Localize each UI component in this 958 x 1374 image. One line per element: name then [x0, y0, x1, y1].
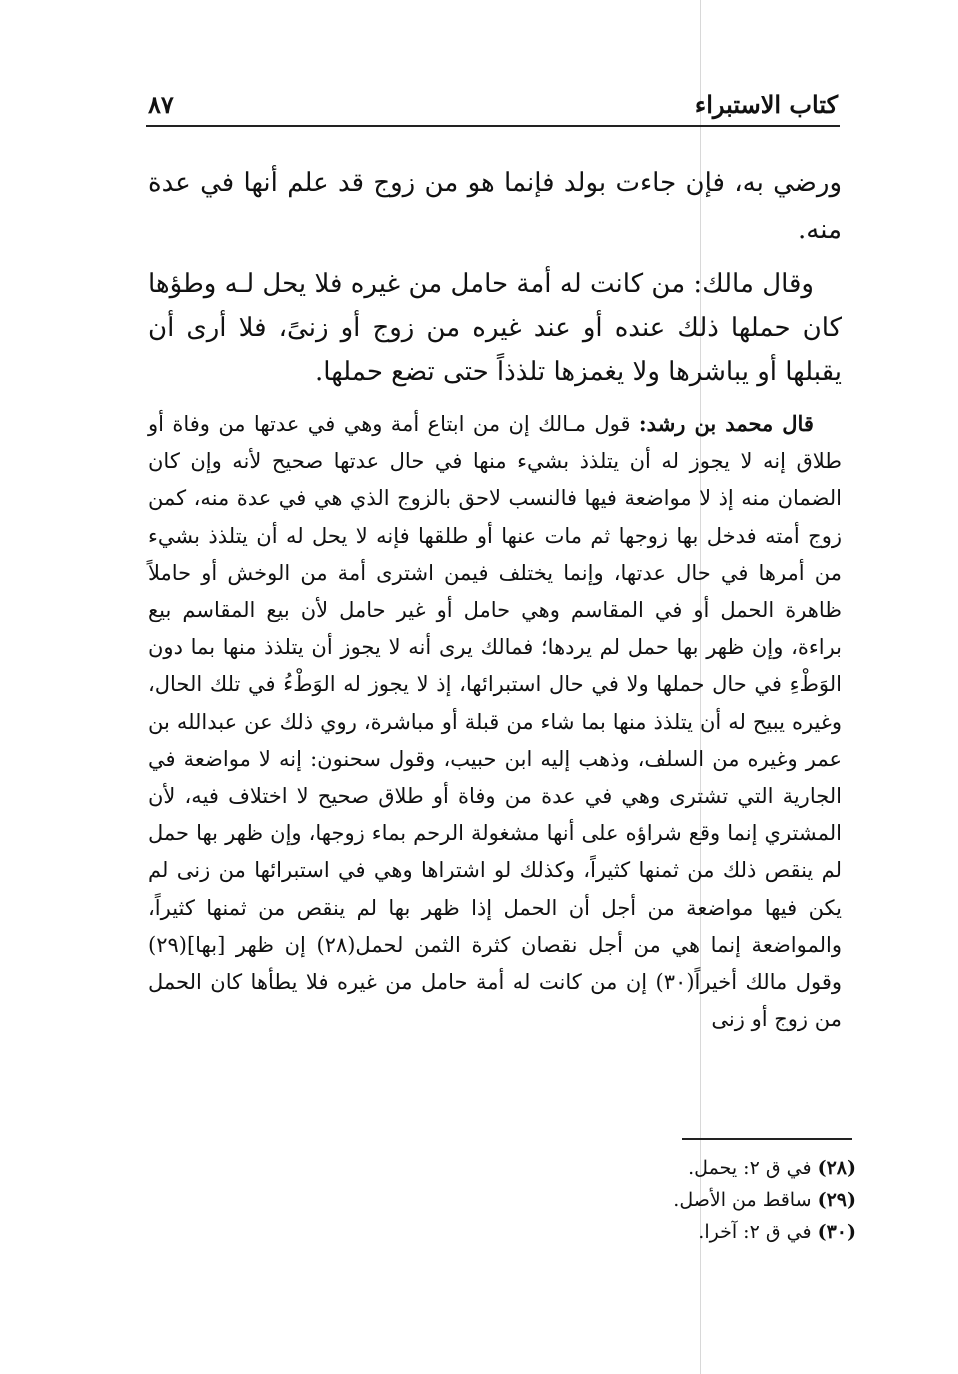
paragraph-3-text: قول مـالك إن من ابتاع أمة وهي في عدتها من وفاة أو طلاق إنه لا يجوز له أن يتلذذ بشيء منها في حال عدتها صحيح لأنه وإن كان الضمان منه إذ لا مواضعة فيها فالنسب لاحق بالزوج الذي هي في عدة منه، كمن زوج أمته فدخل بها زوجها ثم مات عنها أو طلقها فإنه لا يحل له أن يتلذذ بشيء من أمرها في حال عدتها، وإنما يختلف فيمن اشترى أمة من الوخش أو حاملاً ظاهرة الحمل أو في المقاسم وهي حامل أو غير حامل لأن بيع المقاسم بيع براءة، وإن ظهر بها حمل لم يردها؛ فمالك يرى أنه لا يجوز أن يتلذذ منها بما دون الوَطْءِ في حال حملها ولا في حال استبرائها، إذ لا يجوز له الوَطْءُ في تلك الحال، وغيره يبيح له أن يتلذذ منها بما شاء من قبلة أو مباشرة، روي ذلك عن عبدالله بن عمر وغيره من السلف، وذهب إليه ابن حبيب، وقول سحنون: إنه لا مواضعة في الجارية التي تشترى وهي في عدة من وفاة أو طلاق صحيح لا اختلاف فيه، لأن المشتري إنما وقع شراؤه على أنها مشغولة الرحم بماء زوجها، وإن ظهر بها حمل لم ينقص ذلك من ثمنها كثيراً، وكذلك لو اشتراها وهي في استبرائها من زنى لم يكن فيها مواضعة من أجل أن الحمل إذا ظهر بها لم ينقص من ثمنها كثيراً، والمواضعة إنما هي من أجل نقصان كثرة الثمن لحمل(٢٨) إن ظهر [بها](٢٩) وقول مالك أخيراً(٣٠) إن من كانت له أمة حامل من غيره فلا يطأها كان الحمل من زوج أو زنى	[148, 412, 843, 1032]
footnote-29	[500, 1184, 856, 1216]
footnote-number: (٢٩)	[817, 1189, 856, 1211]
paragraph-1-text: ورضي به، فإن جاءت بولد فإنما هو من زوج قد علم أنها في عدة منه.	[148, 168, 842, 245]
running-header	[148, 88, 838, 124]
commentary-lead: قال محمد بن رشد:	[638, 411, 814, 436]
footnote-28	[500, 1152, 856, 1184]
footnotes	[500, 1152, 856, 1248]
footnote-number: (٣٠)	[817, 1221, 856, 1243]
header-rule	[146, 125, 840, 127]
paragraph-3	[148, 405, 842, 1038]
paragraph-2-text: وقال مالك: من كانت له أمة حامل من غيره فلا يحل لـه وطؤها كان حملها ذلك عنده أو عند غيره من زوج أو زنىً، فلا أرى أن يقبلها أو يباشرها ولا يغمزها تلذذاً حتى تضع حملها.	[148, 269, 842, 387]
page-number: ٨٧	[148, 90, 174, 119]
footnote-number: (٢٨)	[817, 1157, 856, 1179]
footnote-30	[500, 1216, 856, 1248]
paragraph-2	[148, 262, 842, 394]
footnote-text: ساقط من الأصل.	[673, 1189, 812, 1211]
chapter-title: كتاب الاستبراء	[694, 90, 838, 119]
footnote-text: في ق ٢: آخرا.	[698, 1221, 812, 1243]
footnote-text: في ق ٢: يحمل.	[688, 1157, 812, 1179]
paragraph-1	[148, 160, 842, 254]
footnote-rule	[682, 1138, 852, 1140]
